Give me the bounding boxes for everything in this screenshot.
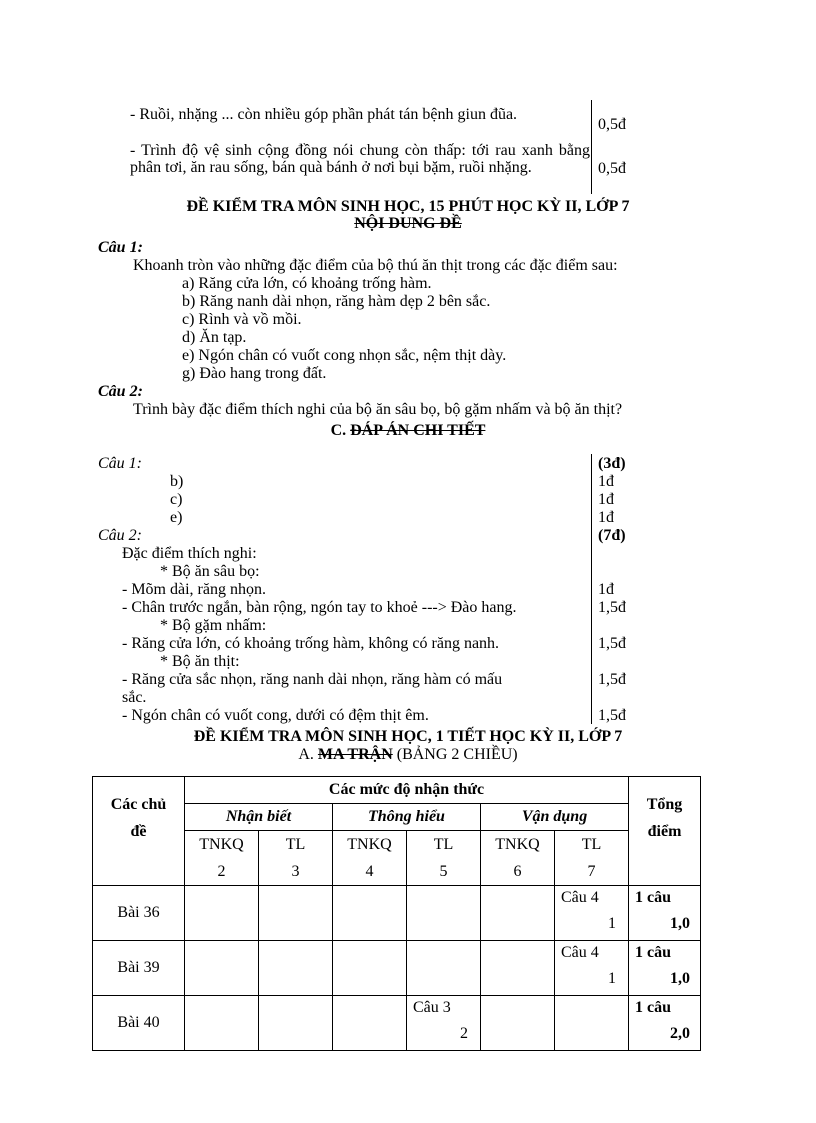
matrix-col-header <box>185 831 259 886</box>
matrix-col-header <box>259 831 333 886</box>
answers-q2-score: 1,5đ <box>598 635 626 652</box>
quiz15-q1-option: b) Răng nanh dài nhọn, răng hàm dẹp 2 bên sắc. <box>182 293 491 310</box>
matrix-topic: Bài 40 <box>93 996 185 1051</box>
answers-q1-score: 1đ <box>598 473 614 490</box>
matrix-col-num: 6 <box>513 863 522 880</box>
matrix-cell <box>555 886 629 941</box>
answers-q2-line: - Ngón chân có vuốt cong, dưới có đệm thịt êm. <box>122 707 429 724</box>
answers-q1-key: b) <box>170 473 184 490</box>
answers-q2-intro: Đặc điểm thích nghi: <box>122 545 257 562</box>
quiz15-q1-option: e) Ngón chân có vuốt cong nhọn sắc, nệm thịt dày. <box>182 347 507 364</box>
matrix-col-header <box>481 831 555 886</box>
top-score-divider <box>591 100 592 194</box>
matrix-cell <box>555 941 629 996</box>
matrix-table <box>92 776 701 1051</box>
top-row-score: 0,5đ <box>598 160 626 177</box>
matrix-total-points: 2,0 <box>670 1025 691 1042</box>
matrix-row <box>93 941 701 996</box>
quiz15-q1-label: Câu 1: <box>98 239 143 256</box>
quiz15-subtitle: NỘI DUNG ĐỀ <box>354 215 462 232</box>
test45-subtitle-suffix: (BẢNG 2 CHIỀU) <box>392 746 518 763</box>
matrix-cell-value: 1 <box>608 970 617 987</box>
answers-title <box>0 422 816 440</box>
quiz15-q1-option: c) Rình và vồ mồi. <box>182 311 302 328</box>
matrix-topic-header-line1: Các chủ <box>110 795 167 813</box>
matrix-col-num: 7 <box>587 863 596 880</box>
test45-subtitle <box>0 746 816 764</box>
answers-q2-total: (7đ) <box>598 527 626 544</box>
matrix-col-header <box>407 831 481 886</box>
matrix-col-header <box>333 831 407 886</box>
matrix-cell-question: Câu 3 <box>413 999 451 1016</box>
answers-q1-total: (3đ) <box>598 455 626 472</box>
matrix-levels-header: Các mức độ nhận thức <box>185 777 629 804</box>
matrix-level-understand: Thông hiểu <box>333 804 481 831</box>
matrix-cell <box>407 996 481 1051</box>
matrix-level-apply: Vận dụng <box>481 804 629 831</box>
matrix-total <box>629 886 701 941</box>
matrix-total-header-line2: điểm <box>647 822 682 840</box>
matrix-col-type: TNKQ <box>347 836 392 853</box>
answers-q2-score: 1,5đ <box>598 671 626 688</box>
answers-q1-label: Câu 1: <box>98 455 142 472</box>
matrix-cell-question: Câu 4 <box>561 944 599 961</box>
test45-title: ĐỀ KIỂM TRA MÔN SINH HỌC, 1 TIẾT HỌC KỲ II, LỚP 7 <box>193 728 623 745</box>
matrix-total-count: 1 câu <box>635 999 672 1016</box>
answers-q2-label: Câu 2: <box>98 527 142 544</box>
answers-q2-line: - Chân trước ngắn, bàn rộng, ngón tay to khoẻ ---> Đào hang. <box>122 599 517 616</box>
answers-q2-score: 1,5đ <box>598 599 626 616</box>
test45-subtitle-prefix: A. <box>298 746 318 763</box>
quiz15-q1-option: g) Đào hang trong đất. <box>182 365 327 382</box>
answers-q2-heading: * Bộ gặm nhấm: <box>160 617 267 634</box>
matrix-total-header-line1: Tổng <box>646 795 683 813</box>
answers-q1-score: 1đ <box>598 509 614 526</box>
matrix-col-num: 5 <box>439 863 448 880</box>
answers-q2-line: - Răng cửa sắc nhọn, răng nanh dài nhọn, răng hàm có mấu <box>122 671 503 688</box>
answers-q2-score: 1đ <box>598 581 614 598</box>
matrix-col-type: TNKQ <box>199 836 244 853</box>
quiz15-q1-prompt: Khoanh tròn vào những đặc điểm của bộ thú ăn thịt trong các đặc điểm sau: <box>133 257 618 274</box>
quiz15-q2-prompt: Trình bày đặc điểm thích nghi của bộ ăn sâu bọ, bộ gặm nhấm và bộ ăn thịt? <box>133 401 623 418</box>
matrix-topic-header-line2: đề <box>130 822 147 840</box>
answers-q2-heading: * Bộ ăn sâu bọ: <box>160 563 260 580</box>
matrix-level-recognize: Nhận biết <box>185 804 333 831</box>
answers-title-prefix: C. <box>330 422 351 439</box>
answers-q1-key: e) <box>170 509 183 526</box>
answers-q2-line: - Răng cửa lớn, có khoảng trống hàm, không có răng nanh. <box>122 635 500 652</box>
matrix-col-num: 3 <box>291 863 300 880</box>
quiz15-title: ĐỀ KIỂM TRA MÔN SINH HỌC, 15 PHÚT HỌC KỲ II, LỚP 7 <box>186 198 630 215</box>
matrix-total-points: 1,0 <box>670 970 691 987</box>
matrix-topic: Bài 39 <box>93 941 185 996</box>
answers-score-divider <box>591 454 592 724</box>
matrix-topic-header <box>93 777 185 886</box>
matrix-total-points: 1,0 <box>670 915 691 932</box>
top-row-score: 0,5đ <box>598 116 626 133</box>
quiz15-q1-option: d) Ăn tạp. <box>182 329 247 346</box>
answers-q1-score: 1đ <box>598 491 614 508</box>
matrix-col-type: TL <box>581 836 602 853</box>
matrix-total-count: 1 câu <box>635 889 672 906</box>
quiz15-q2-label: Câu 2: <box>98 383 143 400</box>
matrix-total <box>629 996 701 1051</box>
matrix-row <box>93 886 701 941</box>
answers-q2-heading: * Bộ ăn thịt: <box>160 653 240 670</box>
matrix-cell-value: 2 <box>460 1025 468 1042</box>
answers-title-text: ĐÁP ÁN CHI TIẾT <box>350 422 486 439</box>
matrix-col-type: TL <box>285 836 306 853</box>
top-row-text: - Trình độ vệ sinh cộng đồng nói chung còn thấp: tới rau xanh bằng phân tơi, ăn rau sống, bán quà bánh ở nơi bụi bặm, ruồi nhặng. <box>130 142 590 176</box>
matrix-col-type: TNKQ <box>495 836 540 853</box>
top-row-text: - Ruồi, nhặng ... còn nhiều góp phần phát tán bệnh giun đũa. <box>130 106 518 123</box>
matrix-total-header <box>629 777 701 886</box>
matrix-col-type: TL <box>433 836 454 853</box>
matrix-topic: Bài 36 <box>93 886 185 941</box>
matrix-row <box>93 996 701 1051</box>
matrix-col-num: 4 <box>365 863 374 880</box>
quiz15-q1-option: a) Răng cửa lớn, có khoảng trống hàm. <box>182 275 432 292</box>
answers-q1-key: c) <box>170 491 183 508</box>
matrix-col-num: 2 <box>217 863 226 880</box>
answers-q2-line: sắc. <box>122 689 147 706</box>
answers-q2-score: 1,5đ <box>598 707 626 724</box>
matrix-total-count: 1 câu <box>635 944 672 961</box>
test45-subtitle-strike: MA TRẬN <box>317 746 393 763</box>
matrix-cell-question: Câu 4 <box>561 889 599 906</box>
answers-q2-line: - Mõm dài, răng nhọn. <box>122 581 266 598</box>
matrix-col-header <box>555 831 629 886</box>
matrix-total <box>629 941 701 996</box>
matrix-cell-value: 1 <box>608 915 617 932</box>
